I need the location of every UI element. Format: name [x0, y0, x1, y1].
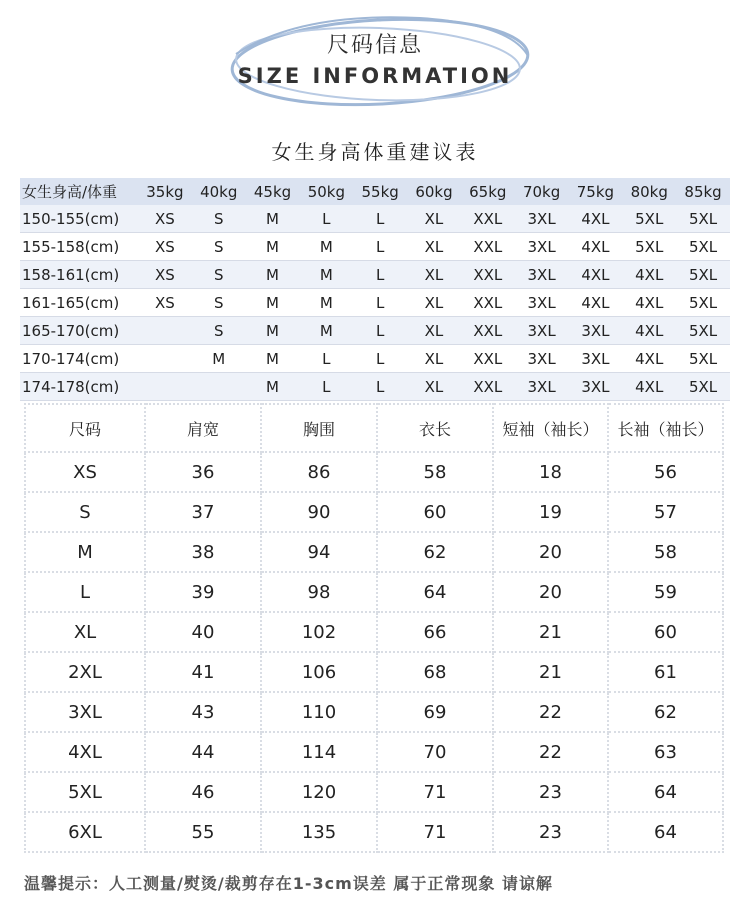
- hw-size-cell: M: [266, 237, 279, 256]
- hw-size-cell: S: [213, 237, 224, 256]
- hw-size-cell: 3XL: [527, 209, 556, 228]
- hw-size-cell: XL: [424, 377, 444, 396]
- mt-long-sleeve: 61: [608, 652, 723, 692]
- hw-weight: 40kg: [200, 182, 238, 201]
- hw-size-cell: L: [322, 209, 331, 228]
- hw-height: 161-165(cm): [22, 293, 120, 312]
- hw-size-cell: M: [266, 293, 279, 312]
- title-cn: 尺码信息: [326, 33, 423, 58]
- tip-note: 温馨提示：人工测量/熨烫/裁剪存在1-3cm误差 属于正常现象 请谅解: [24, 874, 553, 893]
- hw-size-cell: XXL: [473, 237, 503, 256]
- hw-table-title: 女生身高体重建议表: [271, 140, 479, 164]
- mt-chest: 110: [261, 692, 377, 732]
- hw-weight: 85kg: [684, 182, 722, 201]
- hw-row: [20, 373, 730, 401]
- hw-weight: 65kg: [469, 182, 507, 201]
- mt-short-sleeve: 20: [493, 532, 608, 572]
- hw-size-cell: XS: [155, 293, 175, 312]
- mt-size: S: [25, 492, 145, 532]
- mt-length: 71: [377, 772, 493, 812]
- mt-row: [25, 812, 723, 852]
- hw-size-cell: 3XL: [527, 377, 556, 396]
- hw-size-cell: [138, 317, 192, 345]
- mt-length: 58: [377, 452, 493, 492]
- mt-header-row: [25, 404, 723, 452]
- mt-short-sleeve: 21: [493, 612, 608, 652]
- mt-length: 69: [377, 692, 493, 732]
- hw-size-cell: M: [266, 265, 279, 284]
- hw-size-cell: M: [319, 321, 333, 340]
- hw-weight: 55kg: [361, 182, 399, 201]
- hw-size-cell: 5XL: [635, 209, 664, 228]
- mt-length: 70: [377, 732, 493, 772]
- hw-weight: 70kg: [522, 182, 561, 201]
- mt-header-long-sleeve: 长袖（袖长）: [608, 404, 723, 452]
- hw-size-cell: 5XL: [688, 209, 718, 228]
- mt-header-shoulder: 肩宽: [145, 404, 261, 452]
- hw-size-cell: M: [266, 321, 279, 340]
- hw-size-cell: XL: [424, 209, 444, 228]
- hw-row: [20, 289, 730, 317]
- mt-shoulder: 55: [145, 812, 261, 852]
- measurement-table-wrap: [24, 403, 724, 853]
- hw-size-cell: 3XL: [527, 349, 556, 368]
- hw-weight: 45kg: [253, 182, 292, 201]
- mt-long-sleeve: 57: [608, 492, 723, 532]
- hw-size-cell: M: [266, 209, 279, 228]
- hw-size-cell: [138, 345, 192, 373]
- hw-size-cell: XS: [155, 209, 175, 228]
- mt-chest: 120: [261, 772, 377, 812]
- hw-size-cell: XL: [424, 237, 444, 256]
- mt-short-sleeve: 22: [493, 692, 608, 732]
- mt-size: 2XL: [25, 652, 145, 692]
- hw-weight: 50kg: [307, 182, 345, 201]
- hw-size-cell: 4XL: [581, 265, 610, 284]
- mt-size: 6XL: [25, 812, 145, 852]
- mt-chest: 102: [261, 612, 377, 652]
- hw-size-cell: S: [213, 265, 224, 284]
- hw-size-cell: 5XL: [688, 349, 718, 368]
- hw-size-cell: 4XL: [635, 265, 664, 284]
- hw-size-cell: 3XL: [581, 321, 610, 340]
- mt-chest: 90: [261, 492, 377, 532]
- hw-size-cell: M: [212, 349, 226, 368]
- mt-shoulder: 36: [145, 452, 261, 492]
- hw-size-cell: XS: [155, 265, 175, 284]
- hw-size-cell: 3XL: [581, 349, 610, 368]
- mt-shoulder: 41: [145, 652, 261, 692]
- mt-header-chest: 胸围: [261, 404, 377, 452]
- hw-size-cell: XL: [424, 349, 444, 368]
- hw-size-cell: 5XL: [635, 237, 664, 256]
- hw-size-cell: 3XL: [527, 265, 556, 284]
- mt-size: XL: [25, 612, 145, 652]
- hw-size-cell: 4XL: [635, 293, 664, 312]
- hw-size-cell: XL: [424, 293, 444, 312]
- mt-long-sleeve: 56: [608, 452, 723, 492]
- mt-row: [25, 612, 723, 652]
- hw-size-cell: L: [375, 321, 385, 340]
- hw-size-cell: XL: [424, 321, 444, 340]
- hw-height: 158-161(cm): [22, 265, 120, 284]
- mt-row: [25, 452, 723, 492]
- mt-long-sleeve: 63: [608, 732, 723, 772]
- mt-long-sleeve: 62: [608, 692, 723, 732]
- mt-short-sleeve: 20: [493, 572, 608, 612]
- hw-height: 170-174(cm): [22, 349, 120, 368]
- hw-size-cell: L: [322, 377, 331, 396]
- hw-size-cell: XXL: [473, 349, 503, 368]
- hw-size-cell: XL: [424, 265, 444, 284]
- hw-height: 174-178(cm): [22, 377, 120, 396]
- hw-size-cell: 5XL: [688, 237, 718, 256]
- hw-size-cell: 4XL: [581, 293, 610, 312]
- hw-size-cell: XXL: [473, 321, 503, 340]
- mt-long-sleeve: 58: [608, 532, 723, 572]
- mt-row: [25, 692, 723, 732]
- mt-length: 66: [377, 612, 493, 652]
- hw-height: 165-170(cm): [22, 321, 120, 340]
- hw-size-cell: 5XL: [688, 377, 718, 396]
- mt-long-sleeve: 64: [608, 772, 723, 812]
- hw-size-cell: 4XL: [635, 349, 664, 368]
- mt-length: 60: [377, 492, 493, 532]
- mt-short-sleeve: 23: [493, 772, 608, 812]
- mt-shoulder: 46: [145, 772, 261, 812]
- mt-row: [25, 492, 723, 532]
- mt-long-sleeve: 59: [608, 572, 723, 612]
- mt-short-sleeve: 23: [493, 812, 608, 852]
- mt-short-sleeve: 22: [493, 732, 608, 772]
- mt-row: [25, 532, 723, 572]
- mt-row: [25, 772, 723, 812]
- hw-row: [20, 233, 730, 261]
- hw-size-cell: 3XL: [581, 377, 610, 396]
- hw-size-cell: 4XL: [635, 321, 664, 340]
- ellipse-decoration-icon: [0, 0, 750, 120]
- hw-size-cell: M: [319, 237, 333, 256]
- mt-shoulder: 38: [145, 532, 261, 572]
- hw-size-cell: 5XL: [688, 321, 718, 340]
- hw-size-cell: XXL: [473, 377, 503, 396]
- hw-size-cell: L: [375, 265, 385, 284]
- hw-size-cell: XXL: [473, 209, 503, 228]
- mt-shoulder: 39: [145, 572, 261, 612]
- height-weight-table: [20, 178, 730, 401]
- mt-size: XS: [25, 452, 145, 492]
- mt-chest: 98: [261, 572, 377, 612]
- hw-row: [20, 205, 730, 233]
- mt-chest: 94: [261, 532, 377, 572]
- hw-size-cell: [138, 373, 192, 401]
- mt-short-sleeve: 21: [493, 652, 608, 692]
- hw-size-cell: 4XL: [581, 237, 610, 256]
- mt-length: 64: [377, 572, 493, 612]
- mt-chest: 135: [261, 812, 377, 852]
- mt-size: 5XL: [25, 772, 145, 812]
- mt-length: 71: [377, 812, 493, 852]
- hw-size-cell: 4XL: [635, 377, 664, 396]
- mt-row: [25, 652, 723, 692]
- hw-size-cell: 3XL: [527, 293, 556, 312]
- mt-long-sleeve: 64: [608, 812, 723, 852]
- mt-shoulder: 37: [145, 492, 261, 532]
- mt-row: [25, 732, 723, 772]
- hw-size-cell: 3XL: [527, 237, 556, 256]
- hw-header-row: [20, 178, 730, 205]
- mt-short-sleeve: 19: [493, 492, 608, 532]
- hw-row: [20, 317, 730, 345]
- header: [0, 0, 750, 120]
- mt-size: 4XL: [25, 732, 145, 772]
- hw-size-cell: XXL: [473, 265, 503, 284]
- hw-size-cell: S: [213, 321, 224, 340]
- hw-weight: 35kg: [146, 182, 184, 201]
- hw-weight: 75kg: [576, 182, 615, 201]
- hw-size-cell: L: [322, 349, 331, 368]
- hw-height: 150-155(cm): [22, 209, 120, 228]
- hw-size-cell: L: [375, 209, 385, 228]
- hw-size-cell: 3XL: [527, 321, 556, 340]
- hw-size-cell: XXL: [473, 293, 503, 312]
- hw-size-cell: M: [266, 349, 279, 368]
- mt-header-size: 尺码: [25, 404, 145, 452]
- mt-chest: 86: [261, 452, 377, 492]
- hw-size-cell: M: [319, 265, 333, 284]
- mt-short-sleeve: 18: [493, 452, 608, 492]
- mt-chest: 106: [261, 652, 377, 692]
- hw-size-cell: XS: [155, 237, 175, 256]
- mt-length: 62: [377, 532, 493, 572]
- mt-header-length: 衣长: [377, 404, 493, 452]
- hw-size-cell: L: [375, 349, 385, 368]
- mt-long-sleeve: 60: [608, 612, 723, 652]
- hw-size-cell: 4XL: [581, 209, 610, 228]
- hw-size-cell: S: [213, 209, 224, 228]
- mt-size: L: [25, 572, 145, 612]
- hw-size-cell: [192, 373, 246, 401]
- hw-row: [20, 345, 730, 373]
- mt-length: 68: [377, 652, 493, 692]
- hw-weight: 60kg: [415, 182, 453, 201]
- title-en: SIZE INFORMATION: [237, 64, 513, 88]
- hw-size-cell: L: [375, 237, 385, 256]
- mt-shoulder: 43: [145, 692, 261, 732]
- hw-size-cell: L: [375, 293, 385, 312]
- mt-shoulder: 44: [145, 732, 261, 772]
- hw-size-cell: L: [375, 377, 385, 396]
- mt-row: [25, 572, 723, 612]
- hw-size-cell: M: [319, 293, 333, 312]
- hw-corner: 女生身高/体重: [22, 183, 118, 201]
- mt-size: M: [25, 532, 145, 572]
- mt-shoulder: 40: [145, 612, 261, 652]
- hw-size-cell: 5XL: [688, 265, 718, 284]
- mt-size: 3XL: [25, 692, 145, 732]
- hw-height: 155-158(cm): [22, 237, 120, 256]
- hw-size-cell: 5XL: [688, 293, 718, 312]
- hw-size-cell: S: [213, 293, 224, 312]
- hw-weight: 80kg: [630, 182, 668, 201]
- hw-row: [20, 261, 730, 289]
- measurement-table: [24, 403, 724, 853]
- mt-header-short-sleeve: 短袖（袖长）: [493, 404, 608, 452]
- hw-size-cell: M: [266, 377, 279, 396]
- mt-chest: 114: [261, 732, 377, 772]
